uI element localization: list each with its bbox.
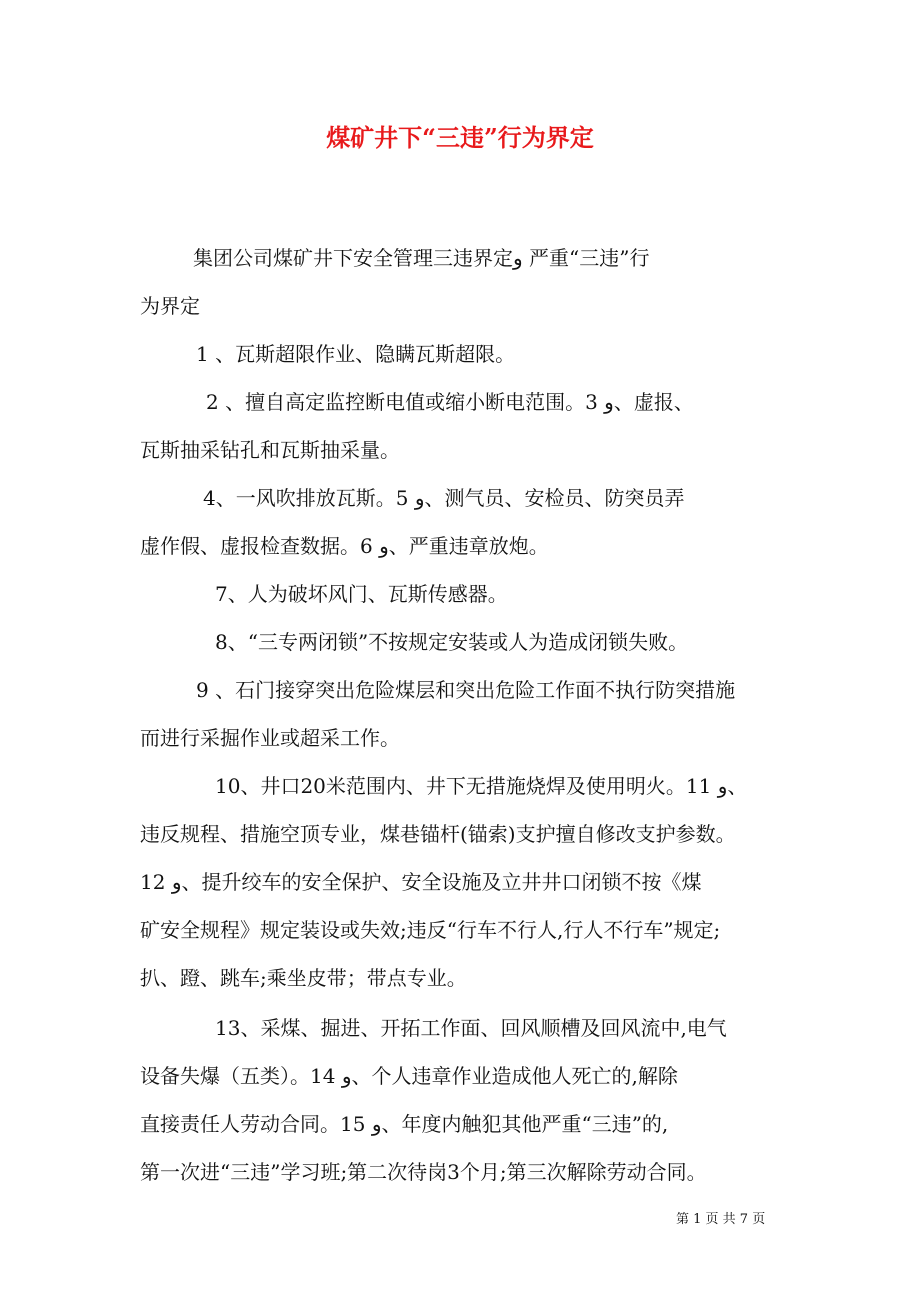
page-number: 第 1 页 共 7 页 — [676, 1212, 766, 1227]
paragraph-line: 瓦斯抽采钻孔和瓦斯抽采量。 — [140, 438, 400, 462]
paragraph-line: 设备失爆（五类）。14 و、个人违章作业造成他人死亡的,解除 — [140, 1064, 678, 1088]
paragraph-line: 违反规程、措施空顶专业，煤巷锚杆(锚索)支护擅自修改支护参数。 — [140, 822, 736, 846]
paragraph-line: 而进行采掘作业或超采工作。 — [140, 726, 400, 750]
paragraph-line: 虚作假、虚报检查数据。6 و、严重违章放炮。 — [140, 534, 549, 558]
paragraph-line: 第一次进“三违”学习班;第二次待岗3个月;第三次解除劳动合同。 — [140, 1160, 707, 1184]
paragraph-line: 13、采煤、掘进、开拓工作面、回风顺槽及回风流中,电气 — [215, 1016, 727, 1040]
paragraph-line: 12 و、提升绞车的安全保护、安全设施及立井井口闭锁不按《煤 — [140, 870, 702, 894]
paragraph-line: 集团公司煤矿井下安全管理三违界定و 严重“三违”行 — [193, 246, 650, 270]
paragraph-line: 9 、石门接穿突出危险煤层和突出危险工作面不执行防突措施 — [196, 678, 736, 702]
paragraph-line: 直接责任人劳动合同。15 و、年度内触犯其他严重“三违”的, — [140, 1112, 669, 1136]
paragraph-line: 10、井口20米范围内、井下无措施烧焊及使用明火。11 و、 — [215, 774, 748, 798]
paragraph-line: 7、人为破坏风门、瓦斯传感器。 — [215, 582, 508, 606]
paragraph-line: 8、“三专两闭锁”不按规定安装或人为造成闭锁失败。 — [215, 630, 689, 654]
paragraph-line: 1 、瓦斯超限作业、隐瞒瓦斯超限。 — [196, 342, 516, 366]
paragraph-line: 扒、蹬、跳车;乘坐皮带；带点专业。 — [140, 966, 467, 990]
document-title: 煤矿井下“三违”行为界定 — [326, 123, 594, 152]
paragraph-line: 矿安全规程》规定装设或失效;违反“行车不行人,行人不行车”规定; — [140, 918, 721, 942]
paragraph-line: 4、一风吹排放瓦斯。5 و、测气员、安检员、防突员弄 — [203, 486, 685, 510]
paragraph-line: 2 、擅自高定监控断电值或缩小断电范围。3 و、虚报、 — [206, 390, 694, 414]
paragraph-line: 为界定 — [140, 294, 200, 318]
